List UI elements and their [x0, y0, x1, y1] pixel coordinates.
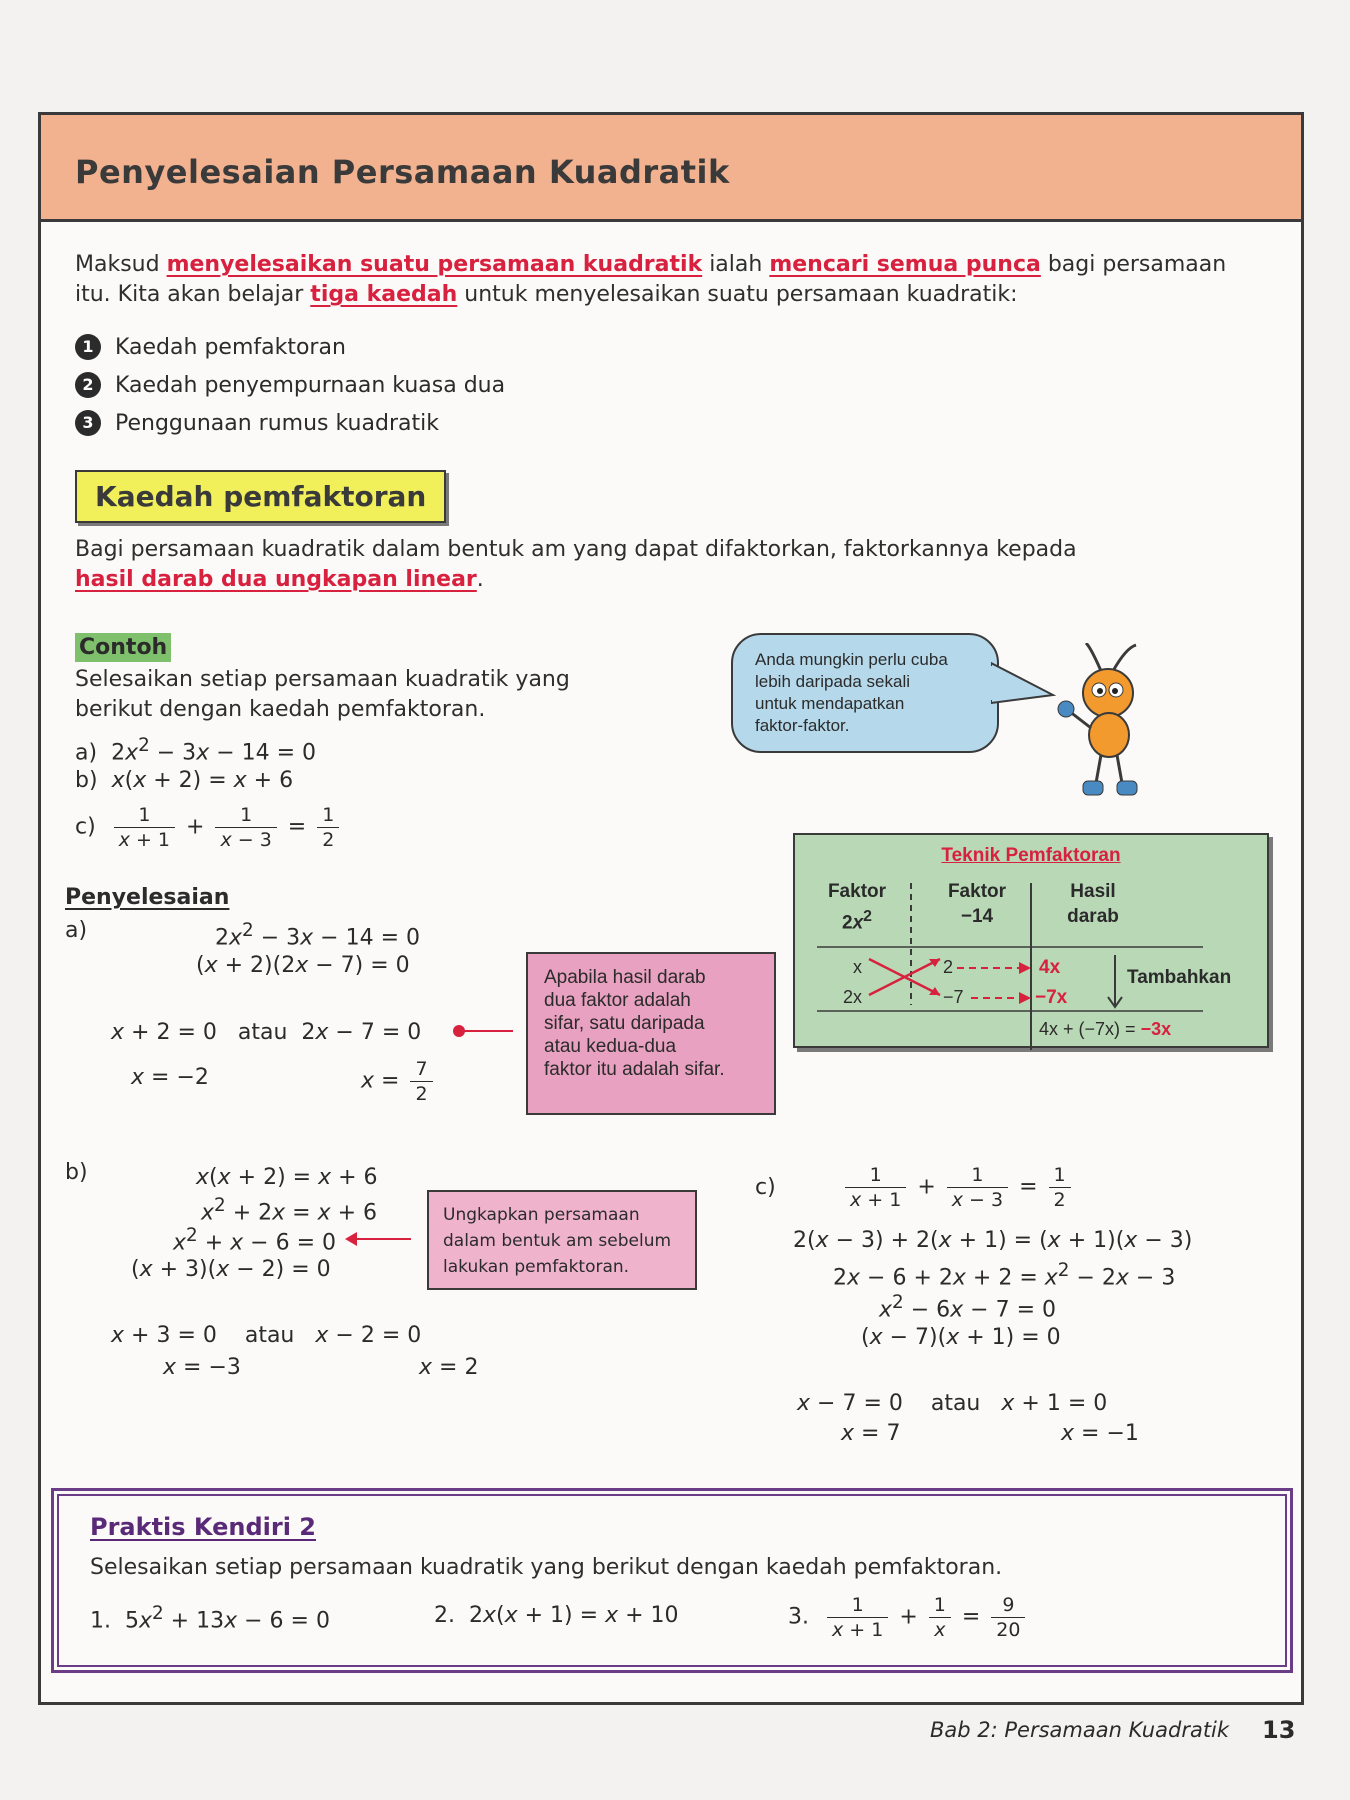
methods-list [75, 329, 505, 443]
sum-result: 4x + (−7x) = −3x [1039, 1019, 1172, 1039]
contoh-tag: Contoh [75, 633, 171, 662]
practice-title: Praktis Kendiri 2 [90, 1513, 316, 1541]
footer-chapter: Bab 2: Persamaan Kuadratik [930, 1718, 1230, 1742]
page-title: Penyelesaian Persamaan Kuadratik [75, 153, 730, 191]
sol-b-root2: x = 2 [419, 1355, 479, 1380]
sol-b-line1: x(x + 2) = x + 6 [196, 1165, 378, 1190]
header-bar [41, 115, 1301, 222]
row2-factor: 2x [843, 987, 863, 1007]
row1-const: 2 [943, 957, 954, 977]
row2-const: −7 [943, 987, 964, 1007]
sol-b-root1: x = −3 [163, 1355, 241, 1380]
arrow-b-line [353, 1238, 411, 1240]
pointer-line [463, 1030, 513, 1032]
practice-q3: 3. $\frac{1}{x + 1}$ + $\frac{1}{x}$ = $\frac{9}{20}$ [788, 1593, 1029, 1642]
solution-b-label: b) [65, 1160, 88, 1185]
sol-c-line4: $x^2 - 6x - 7 = 0$ [879, 1292, 1056, 1323]
row2-product: −7x [1035, 987, 1068, 1008]
method-item: 3 Penggunaan rumus kuadratik [75, 405, 505, 443]
sol-b-line3: $x^2 + x - 6 = 0$ [173, 1225, 336, 1256]
sol-a-line2: (x + 2)(2x − 7) = 0 [196, 953, 410, 978]
sol-c-line2: 2(x − 3) + 2(x + 1) = (x + 1)(x − 3) [793, 1228, 1193, 1253]
practice-instruction: Selesaikan setiap persamaan kuadratik yang berikut dengan kaedah pemfaktoran. [90, 1555, 1003, 1580]
technique-title: Teknik Pemfaktoran [941, 845, 1121, 866]
sol-b-line2: $x^2 + 2x = x + 6$ [201, 1195, 378, 1226]
arrow-b-head-icon [345, 1232, 357, 1246]
sol-c-line6: x − 7 = 0 atau x + 1 = 0 [797, 1391, 1108, 1416]
sol-c-root1: x = 7 [841, 1421, 901, 1446]
solution-a-label: a) [65, 918, 88, 943]
sol-c-line3: $2x - 6 + 2x + 2 = x^2 - 2x - 3$ [833, 1260, 1176, 1291]
example-c: c) $\frac{1}{x + 1}$ + $\frac{1}{x - 3}$ = $\frac{1}{2}$ [75, 803, 343, 852]
technique-box [793, 833, 1269, 1048]
solution-c-label: c) [755, 1175, 776, 1200]
sol-c-root2: x = −1 [1061, 1421, 1139, 1446]
note-general-form: Ungkapkan persamaan dalam bentuk am sebelum lakukan pemfaktoran. [427, 1190, 697, 1290]
practice-q1: 1. $5x^2 + 13x - 6 = 0$ [90, 1603, 330, 1634]
example-b: b) x(x + 2) = x + 6 [75, 768, 294, 793]
sol-b-line4: (x + 3)(x − 2) = 0 [131, 1257, 331, 1282]
penyelesaian-heading: Penyelesaian [65, 885, 230, 910]
method-item: 2 Kaedah penyempurnaan kuasa dua [75, 367, 505, 405]
practice-box [51, 1488, 1293, 1673]
note-zero-product: Apabila hasil darab dua faktor adalah sifar, satu daripada atau kedua-dua faktor itu adalah sifar. [526, 952, 776, 1115]
row1-factor: x [853, 957, 862, 977]
sol-a-line1: $2x^2 - 3x - 14 = 0$ [215, 920, 420, 951]
practice-q2: 2. 2x(x + 1) = x + 10 [434, 1603, 679, 1628]
ant-mascot-icon [991, 643, 1191, 813]
col-header-1: Faktor $2x^2$ [827, 881, 887, 934]
method-item: 1 Kaedah pemfaktoran [75, 329, 505, 367]
col-header-3: Hasil darab [1067, 881, 1119, 927]
hint-bubble: Anda mungkin perlu cuba lebih daripada sekali untuk mendapatkan faktor-faktor. [731, 633, 999, 753]
sol-c-line5: (x − 7)(x + 1) = 0 [861, 1325, 1061, 1350]
sol-a-root2: x = $\frac{7}{2}$ [361, 1057, 437, 1106]
technique-lines [795, 835, 1271, 1050]
col-header-2: Faktor −14 [947, 881, 1007, 927]
sol-b-line5: x + 3 = 0 atau x − 2 = 0 [111, 1323, 422, 1348]
intro-paragraph: Maksud menyelesaikan suatu persamaan kuadratik ialah mencari semua punca bagi persamaan itu. Kita akan belajar tiga kaedah untuk menyelesaikan suatu persamaan kuadratik: [75, 252, 1227, 307]
contoh-text: Selesaikan setiap persamaan kuadratik yang berikut dengan kaedah pemfaktoran. [75, 667, 570, 722]
tambahkan-label: Tambahkan [1127, 967, 1232, 988]
page-frame [38, 112, 1304, 1705]
sol-a-line3: x + 2 = 0 atau 2x − 7 = 0 [111, 1020, 422, 1045]
example-a: a) $2x^2 - 3x - 14 = 0$ [75, 735, 317, 766]
sol-a-root1: x = −2 [131, 1065, 209, 1090]
section-text: Bagi persamaan kuadratik dalam bentuk am yang dapat difaktorkan, faktorkannya kepada hasil darab dua ungkapan linear. [75, 537, 1077, 592]
row1-product: 4x [1039, 957, 1061, 978]
page-number: 13 [1262, 1716, 1296, 1744]
sol-c-line1: $\frac{1}{x + 1}$ + $\frac{1}{x - 3}$ = $\frac{1}{2}$ [841, 1163, 1075, 1212]
section-heading: Kaedah pemfaktoran [75, 470, 446, 523]
